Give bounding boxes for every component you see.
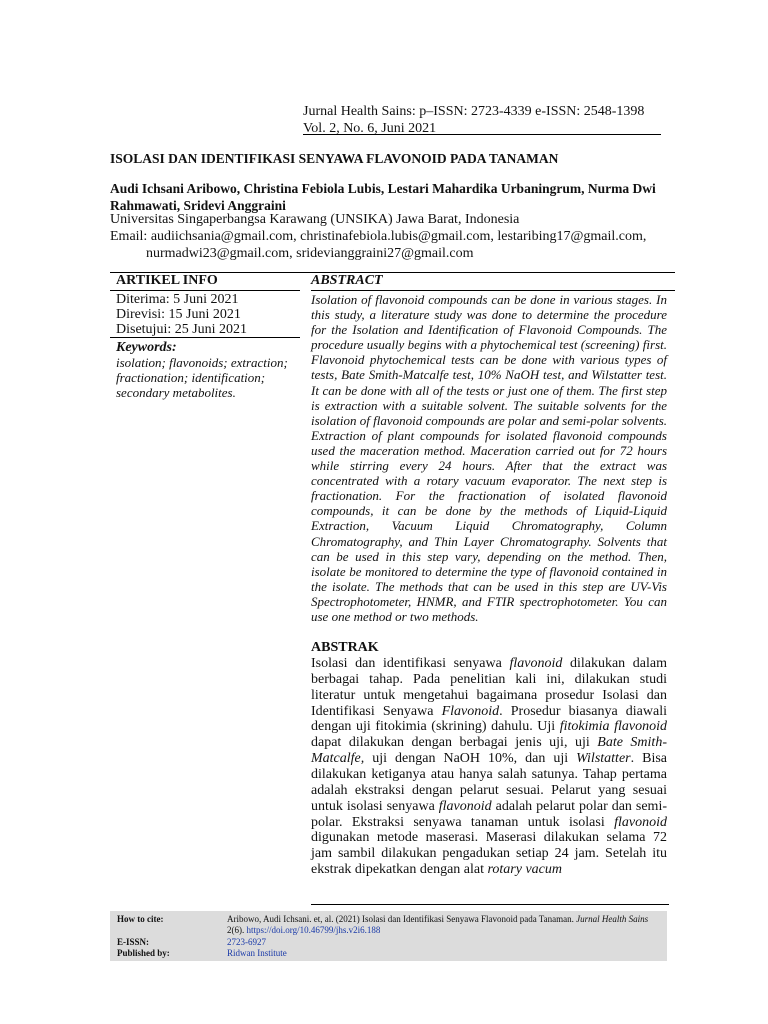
citation-volume: 2(6). bbox=[227, 924, 247, 935]
abstrak-part: fitokimia flavonoid bbox=[559, 719, 667, 735]
abstrak-part: digunakan metode maserasi. Maserasi dilakukan selama 72 jam sambil dilakukan pengadukan setiap 24 jam. Setelah itu ekstrak dipekatkan dengan alat bbox=[311, 830, 667, 878]
citation-text bbox=[227, 914, 662, 935]
abstrak-part: . Prosedur biasanya diawali dengan uji fitokimia (skrining) dahulu. Uji bbox=[311, 703, 667, 735]
journal-volume-line: Vol. 2, No. 6, Juni 2021 bbox=[303, 121, 437, 136]
abstrak-part: Flavonoid bbox=[441, 703, 500, 719]
keywords-label: Keywords: bbox=[116, 340, 177, 355]
abstrak-part: rotary vacum bbox=[487, 862, 563, 878]
publisher-link[interactable]: Ridwan Institute bbox=[227, 948, 287, 958]
artikel-info-heading: ARTIKEL INFO bbox=[116, 273, 218, 288]
citation-footer bbox=[110, 911, 667, 961]
affiliation: Universitas Singaperbangsa Karawang (UNSIKA) Jawa Barat, Indonesia bbox=[110, 212, 520, 227]
journal-header bbox=[303, 103, 644, 137]
abstrak-heading: ABSTRAK bbox=[311, 640, 379, 656]
abstrak-part: . Bisa dilakukan ketiganya atau hanya salah satunya. Tahap pertama adalah ekstraksi dengan pelarut sesuai. Pelarut yang sesuai untuk isolasi senyawa bbox=[311, 751, 667, 814]
citation-body: Aribowo, Audi Ichsani. et, al. (2021) Isolasi dan Identifikasi Senyawa Flavonoid pada Tanaman. bbox=[227, 914, 577, 924]
citation-journal: Jurnal Health Sains bbox=[576, 914, 649, 924]
artikel-info bbox=[116, 273, 300, 400]
abstrak-text bbox=[311, 656, 667, 878]
published-by-label: Published by: bbox=[117, 948, 170, 958]
abstrak-part: dilakukan dalam berbagai tahap. Pada penelitian kali ini, dilakukan studi literatur untuk mengetahui bagaimana prosedur Isolasi dan Identifikasi Senyawa bbox=[311, 656, 668, 719]
date-revised: Direvisi: 15 Juni 2021 bbox=[116, 307, 241, 322]
abstrak-part: Wilstatter bbox=[576, 751, 631, 767]
doi-link[interactable]: https://doi.org/10.46799/jhs.v2i6.188 bbox=[246, 924, 381, 935]
date-approved: Disetujui: 25 Juni 2021 bbox=[116, 322, 248, 337]
date-received: Diterima: 5 Juni 2021 bbox=[116, 292, 239, 307]
how-to-cite-label: How to cite: bbox=[117, 914, 164, 924]
abstrak-bottom-rule bbox=[311, 904, 669, 905]
paper-title: ISOLASI DAN IDENTIFIKASI SENYAWA FLAVONOID PADA TANAMAN bbox=[110, 151, 559, 166]
email-line-2: nurmadwi23@gmail.com, sridevianggraini27@gmail.com bbox=[146, 246, 474, 261]
eissn-label: E-ISSN: bbox=[117, 937, 150, 947]
abstract-column bbox=[311, 273, 667, 878]
abstrak-part: dapat dilakukan dengan berbagai jenis uji, uji bbox=[311, 735, 598, 751]
abstrak-part: Bate Smith-Matcalfe, bbox=[311, 735, 667, 767]
email-block bbox=[110, 228, 670, 262]
abstrak-part: flavonoid bbox=[614, 814, 667, 830]
abstract-heading: ABSTRACT bbox=[311, 273, 383, 288]
abstrak-part: uji dengan NaOH 10%, dan uji bbox=[364, 751, 577, 767]
abstrak-part: adalah pelarut polar dan semi-polar. Ekstraksi senyawa tanaman untuk isolasi bbox=[311, 798, 667, 830]
keywords-text: isolation; flavonoids; extraction; fractionation; identification; secondary metabolites. bbox=[116, 355, 288, 400]
author-list: Audi Ichsani Aribowo, Christina Febiola Lubis, Lestari Mahardika Urbaningrum, Nurma Dwi Rahmawati, Sridevi Anggraini bbox=[110, 181, 656, 213]
abstract-text: Isolation of flavonoid compounds can be done in various stages. In this study, a literature study was done to determine the procedure for the Isolation and Identification of Flavonoid Compounds. The procedure usually begins with a phytochemical test (screening) first. Flavonoid phytochemical tests can be done with various types of tests, Bate Smith-Matcalfe test, 10% NaOH test, and Wilstatter test. It can be done with all of the tests or just one of them. The first step is extraction with a suitable solvent. The suitable solvents for the isolation of flavonoid compounds are polar and semi-polar solvents. Extraction of plant compounds for isolated flavonoid compounds used the maceration method. Maceration carried out for 72 hours while stirring every 24 hours. After that the extract was concentrated with a rotary vacuum evaporator. The next step is fractionation. For the fractionation of isolated flavonoid compounds, it can be done by the methods of Liquid-Liquid Extraction, Vacuum Liquid Chromatography, Column Chromatography, and Thin Layer Chromatography. Solvents that can be used in this step vary, depending on the method. Then, isolate be monitored to determine the type of flavonoid contained in the isolate. The methods that can be used in this step are UV-Vis Spectrophotometer, HNMR, and FTIR spectrophotometer. You can use one method or two methods. bbox=[311, 292, 667, 624]
abstrak-part: Isolasi dan identifikasi senyawa bbox=[311, 656, 510, 672]
abstrak-part: flavonoid bbox=[509, 656, 563, 672]
eissn-value[interactable]: 2723-6927 bbox=[227, 937, 266, 947]
journal-issn-line: Jurnal Health Sains: p–ISSN: 2723-4339 e-ISSN: 2548-1398 bbox=[303, 104, 645, 119]
email-line-1: Email: audiichsania@gmail.com, christinafebiola.lubis@gmail.com, lestaribing17@gmail.com, bbox=[110, 229, 647, 244]
header-divider bbox=[303, 134, 661, 135]
abstrak-part: flavonoid bbox=[438, 798, 492, 814]
